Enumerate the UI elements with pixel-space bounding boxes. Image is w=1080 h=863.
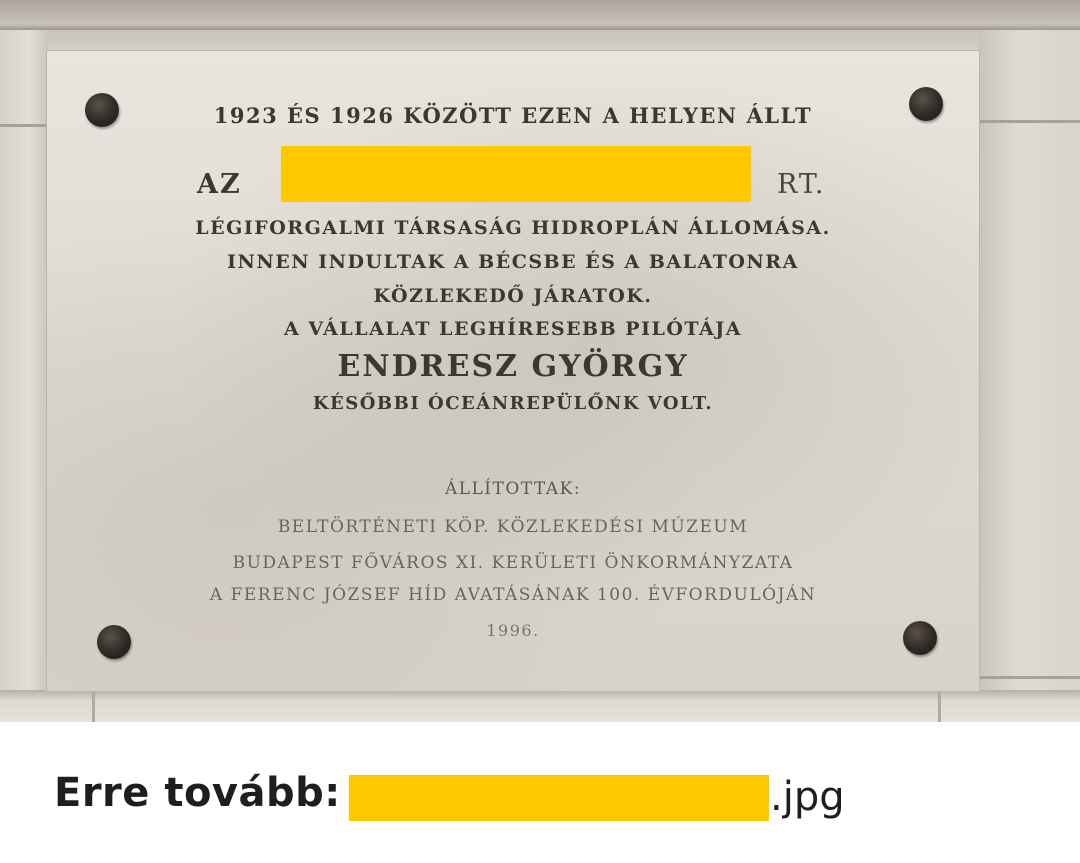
inscription-line-11: BUDAPEST FŐVÁROS XI. KERÜLETI ÖNKORMÁNYZATA (232, 553, 794, 573)
inscription-line-10: BELTÖRTÉNETI KÖP. KÖZLEKEDÉSI MÚZEUM (277, 517, 749, 537)
wall-seam (0, 124, 48, 127)
inscription-line-1: 1923 ÉS 1926 KÖZÖTT EZEN A HELYEN ÁLLT (213, 103, 813, 128)
caption-label: Erre tovább: (54, 770, 341, 816)
redaction-block (281, 146, 751, 202)
wall-seam (978, 120, 1080, 123)
caption-file-extension: .jpg (770, 774, 845, 820)
inscription-name: ENDRESZ GYÖRGY (337, 349, 689, 384)
inscription-year: 1996. (486, 621, 540, 640)
inscription-line-12: A FERENC JÓZSEF HÍD AVATÁSÁNAK 100. ÉVFORDULÓJÁN (209, 585, 817, 605)
stone-wall-left (0, 30, 48, 722)
inscription-line-4: INNEN INDULTAK A BÉCSBE ÉS A BALATONRA (227, 251, 799, 273)
inscription-rt: RT. (777, 169, 826, 200)
inscription-line-3: LÉGIFORGALMI TÁRSASÁG HIDROPLÁN ÁLLOMÁSA. (195, 217, 831, 239)
wall-seam (92, 692, 95, 722)
inscription-az: AZ (197, 169, 242, 200)
wall-seam (938, 692, 941, 722)
caption-redaction-block (349, 775, 769, 821)
stone-wall-top (0, 0, 1080, 30)
stone-wall-right (978, 30, 1080, 722)
inscription-line-6: A VÁLLALAT LEGHÍRESEBB PILÓTÁJA (284, 318, 742, 340)
inscription-line-5: KÖZLEKEDŐ JÁRATOK. (373, 285, 653, 307)
wall-seam (978, 676, 1080, 679)
marble-plaque (46, 50, 980, 692)
inscription-line-8: KÉSŐBBI ÓCEÁNREPÜLŐNK VOLT. (312, 393, 714, 414)
stone-wall-bottom (0, 690, 1080, 722)
caption-bar (0, 722, 1080, 863)
inscription-erected-by: ÁLLÍTOTTAK: (444, 479, 582, 499)
